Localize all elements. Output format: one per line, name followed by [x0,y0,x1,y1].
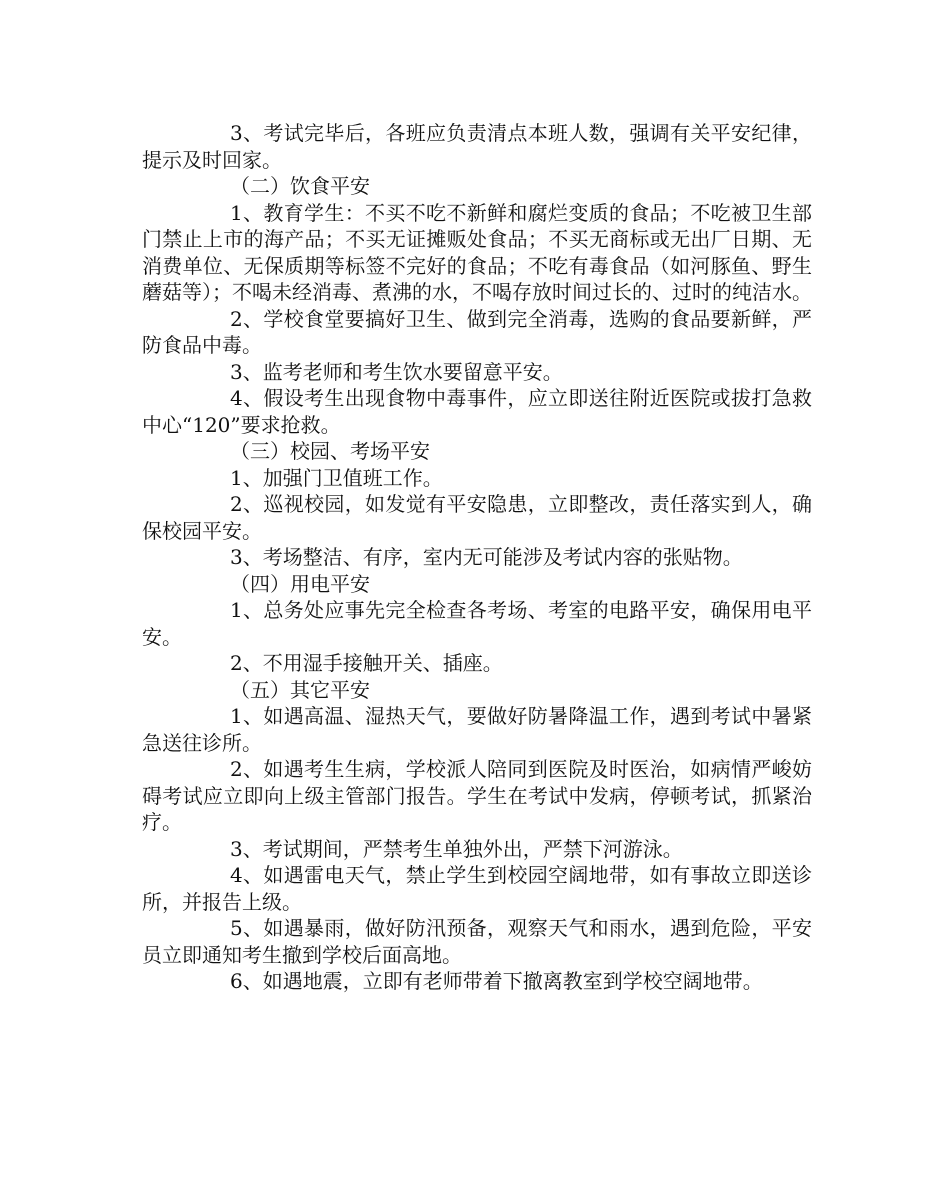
paragraph-item: 4、如遇雷电天气，禁止学生到校园空阔地带，如有事故立即送诊所，并报告上级。 [142,863,812,914]
paragraph-item: 3、考试完毕后，各班应负责清点本班人数，强调有关平安纪律，提示及时回家。 [142,121,812,172]
section-heading: （四）用电平安 [230,571,370,596]
paragraph-item: 1、教育学生：不买不吃不新鲜和腐烂变质的食品；不吃被卫生部门禁止上市的海产品；不买无证摊贩处食品；不买无商标或无出厂日期、无消费单位、无保质期等标签不完好的食品；不吃有毒食品（如河豚鱼、野生蘑菇等）；不喝未经消毒、煮沸的水，不喝存放时间过长的、过时的纯洁水。 [142,200,812,304]
paragraph-item: 3、考试期间，严禁考生单独外出，严禁下河游泳。 [230,836,683,861]
paragraph-item: 2、不用湿手接触开关、插座。 [230,651,503,675]
paragraph-item: 1、加强门卫值班工作。 [230,465,443,490]
paragraph-item: 3、监考老师和考生饮水要留意平安。 [230,359,563,384]
paragraph-item: 2、学校食堂要搞好卫生、做到完全消毒，选购的食品要新鲜，严防食品中毒。 [142,306,812,357]
document-body [142,120,812,995]
paragraph-item: 3、考场整洁、有序，室内无可能涉及考试内容的张贴物。 [230,545,743,569]
paragraph-item: 6、如遇地震，立即有老师带着下撤离教室到学校空阔地带。 [230,969,763,993]
section-heading: （三）校园、考场平安 [230,439,430,463]
paragraph-item: 4、假设考生出现食物中毒事件，应立即送往附近医院或拔打急救中心“120”要求抢救。 [142,386,812,437]
paragraph-item: 2、如遇考生生病，学校派人陪同到医院及时医治，如病情严峻妨碍考试应立即向上级主管部门报告。学生在考试中发病，停顿考试，抓紧治疗。 [142,757,812,834]
paragraph-item: 2、巡视校园，如发觉有平安隐患，立即整改，责任落实到人，确保校园平安。 [142,492,812,543]
section-heading: （二）饮食平安 [230,174,370,198]
paragraph-item: 1、总务处应事先完全检查各考场、考室的电路平安，确保用电平安。 [142,598,812,649]
paragraph-item: 5、如遇暴雨，做好防汛预备，观察天气和雨水，遇到危险，平安员立即通知考生撤到学校后面高地。 [142,916,812,967]
section-heading: （五）其它平安 [230,677,370,702]
paragraph-item: 1、如遇高温、湿热天气，要做好防暑降温工作，遇到考试中暑紧急送往诊所。 [142,704,812,755]
